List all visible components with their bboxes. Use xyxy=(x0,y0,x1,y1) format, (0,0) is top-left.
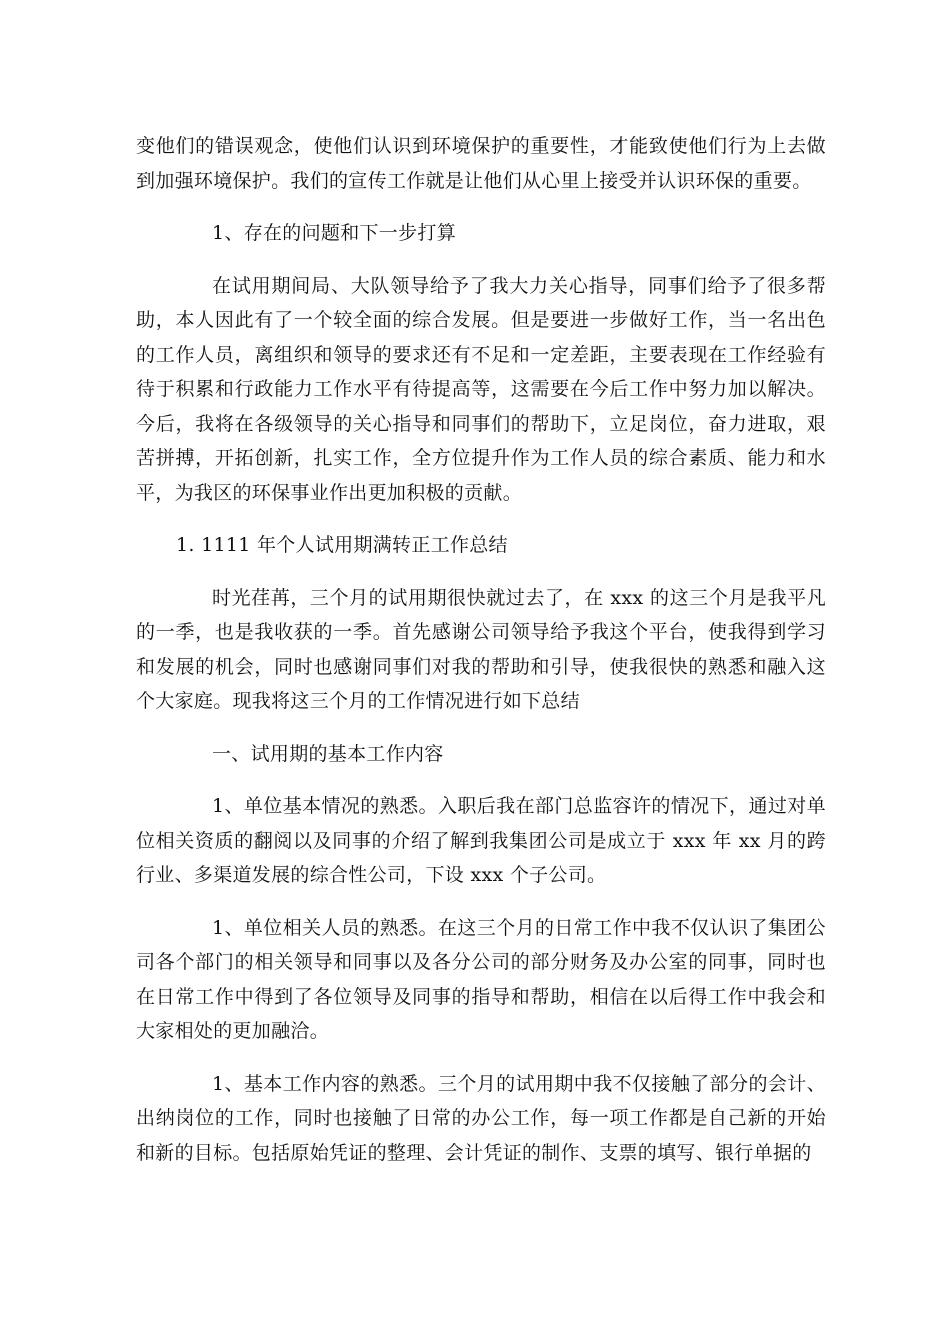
section-title: 1. 1111 年个人试用期满转正工作总结 xyxy=(176,534,508,556)
paragraph: 变他们的错误观念，使他们认识到环境保护的重要性，才能致使他们行为上去做到加强环境保护。我们的宣传工作就是让他们从心里上接受并认识环保的重要。 xyxy=(136,135,826,192)
paragraph: 在试用期间局、大队领导给予了我大力关心指导，同事们给予了很多帮助，本人因此有了一个较全面的综合发展。但是要进一步做好工作，当一名出色的工作人员，离组织和领导的要求还有不足和一定差距，主要表现在工作经验有待于积累和行政能力工作水平有待提高等，这需要在今后工作中努力加以解决。今后，我将在各级领导的关心指导和同事们的帮助下，立足岗位，奋力进取，艰苦拼搏，开拓创新，扎实工作，全方位提升作为工作人员的综合素质、能力和水平，为我区的环保事业作出更加积极的贡献。 xyxy=(136,274,826,504)
paragraph: 1、基本工作内容的熟悉。三个月的试用期中我不仅接触了部分的会计、出纳岗位的工作，同时也接触了日常的办公工作，每一项工作都是自己新的开始和新的目标。包括原始凭证的整理、会计凭证的制作、支票的填写、银行单据的 xyxy=(136,1072,826,1164)
section-heading: 1、存在的问题和下一步打算 xyxy=(212,222,456,244)
document-body xyxy=(136,129,826,1188)
paragraph: 1、单位基本情况的熟悉。入职后我在部门总监容许的情况下，通过对单位相关资质的翻阅以及同事的介绍了解到我集团公司是成立于 xxx 年 xx 月的跨行业、多渠道发展的综合性公司，下设 xxx 个子公司。 xyxy=(136,795,826,886)
paragraph: 时光荏苒，三个月的试用期很快就过去了，在 xxx 的这三个月是我平凡的一季，也是我收获的一季。首先感谢公司领导给予我这个平台，使我得到学习和发展的机会，同时也感谢同事们对我的帮助和引导，使我很快的熟悉和融入这个大家庭。现我将这三个月的工作情况进行如下总结 xyxy=(136,586,826,712)
section-heading: 一、试用期的基本工作内容 xyxy=(212,742,444,765)
paragraph: 1、单位相关人员的熟悉。在这三个月的日常工作中我不仅认识了集团公司各个部门的相关领导和同事以及各分公司的部分财务及办公室的同事，同时也在日常工作中得到了各位领导及同事的指导和帮助，相信在以后得工作中我会和大家相处的更加融洽。 xyxy=(136,916,826,1042)
